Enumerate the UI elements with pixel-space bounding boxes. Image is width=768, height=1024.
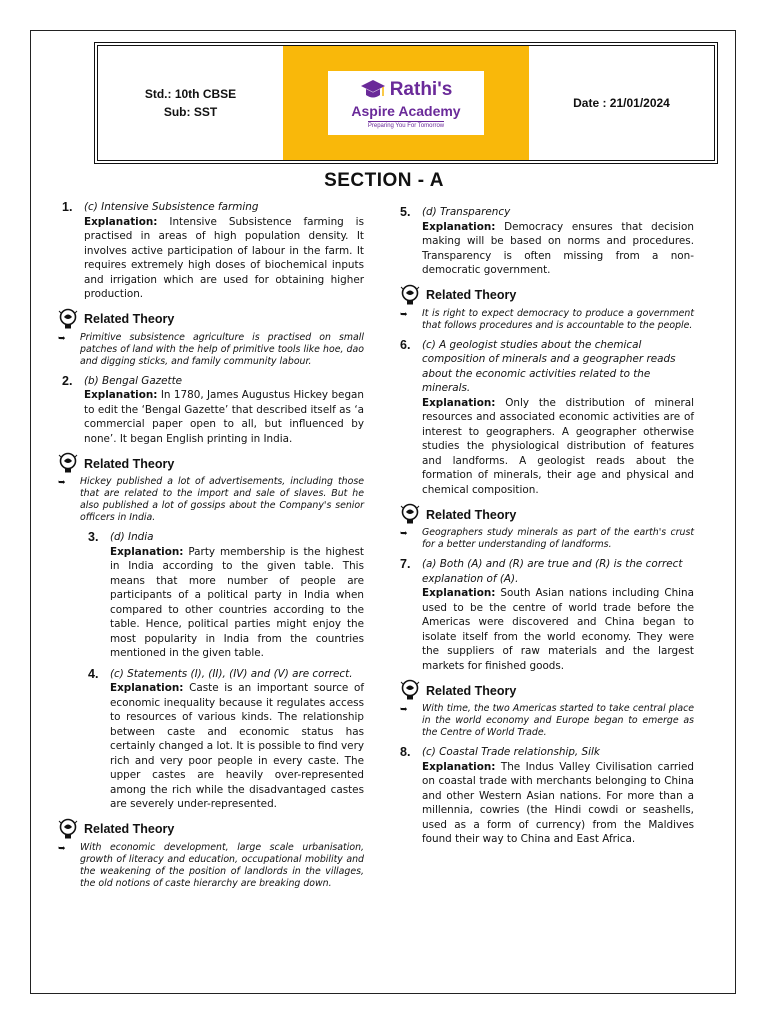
- answer-text: (d) Transparency: [422, 206, 511, 218]
- related-theory-7: [400, 679, 694, 739]
- related-theory-text: It is right to expect democracy to produce a government that follows procedures and is accountable to the people.: [422, 307, 694, 331]
- explanation-text: Party membership is the highest in India according to the given table. This means that more number of people are participants of a political party in India when compared to other countries according to the table. Hence, political parties might enjoy the most popularity in India from the countries mentioned in the given table.: [110, 545, 364, 659]
- related-theory-text: Primitive subsistence agriculture is practised on small patches of land with the help of primitive tools like hoe, dao and digging sticks, and family community labour.: [80, 331, 364, 367]
- related-theory-title: Related Theory: [426, 288, 517, 303]
- answer-text: (c) Coastal Trade relationship, Silk: [422, 746, 600, 758]
- question-number: 1.: [62, 200, 73, 214]
- explanation-label: Explanation:: [422, 396, 496, 409]
- question-2: [62, 374, 364, 447]
- question-number: 5.: [400, 205, 411, 219]
- question-3: [62, 530, 364, 661]
- answer-text: (c) Statements (I), (II), (IV) and (V) are correct.: [110, 667, 353, 680]
- explanation-label: Explanation:: [110, 545, 184, 558]
- arrow-bullet-icon: ➥: [400, 705, 408, 715]
- related-theory-5: [400, 284, 694, 332]
- explanation-label: Explanation:: [110, 682, 184, 694]
- question-number: 6.: [400, 337, 411, 352]
- related-theory-6: [400, 503, 694, 551]
- header-box: [94, 42, 718, 164]
- question-7: [400, 557, 694, 673]
- related-theory-title: Related Theory: [84, 312, 175, 327]
- arrow-bullet-icon: ➥: [58, 478, 66, 488]
- arrow-bullet-icon: ➥: [400, 529, 408, 539]
- logo-subtitle: Aspire Academy: [351, 103, 461, 119]
- header-date: Date : 21/01/2024: [573, 96, 670, 110]
- related-theory-title: Related Theory: [84, 822, 175, 837]
- question-6: [400, 338, 694, 498]
- explanation-text: In 1780, James Augustus Hickey began to edit the ‘Bengal Gazette’ that described itself as ‘a commercial paper open to all, but influenced by none’. It began English printing in India.: [84, 389, 364, 445]
- section-title: SECTION - A: [324, 170, 444, 191]
- arrow-bullet-icon: ➥: [400, 309, 408, 320]
- explanation-text: Caste is an important source of economic inequality because it regulates access to resources of various kinds. The relationship between caste and economic status has certainly changed a lot. It is possible to find very rich and very poor people in every caste. The upper castes are heavily over-represented among the rich while the disadvantaged castes are severely under-represented.: [110, 682, 364, 810]
- related-theory-text: Geographers study minerals as part of the earth's crust for a better understanding of landforms.: [422, 527, 694, 550]
- explanation-text: South Asian nations including China used to be the centre of world trade before the Americas were discovered and China began to isolate itself from the world economy. They were the suppliers of raw materials and the largest markets for finished goods.: [422, 587, 694, 672]
- standard-label: Std.: 10th CBSE: [144, 87, 237, 101]
- explanation-label: Explanation:: [422, 220, 496, 233]
- explanation-label: Explanation:: [84, 389, 158, 401]
- answer-text: (d) India: [110, 531, 154, 543]
- logo-tagline: Preparing You For Tomorrow: [367, 123, 445, 129]
- header-class-info: [98, 46, 283, 160]
- related-theory-text: With economic development, large scale urbanisation, growth of literacy and education, occupational mobility and the weakening of the position of landlords in the villages, the old notions of caste hierarchy are breaking down.: [80, 841, 364, 889]
- answer-text: (c) Intensive Subsistence farming: [84, 201, 259, 213]
- question-number: 3.: [88, 530, 99, 544]
- explanation-label: Explanation:: [84, 215, 158, 228]
- lightbulb-head-icon: [58, 452, 78, 476]
- subject-label: Sub: SST: [163, 105, 218, 119]
- graduation-cap-icon: [360, 77, 386, 103]
- lightbulb-head-icon: [58, 818, 78, 842]
- related-theory-text: With time, the two Americas started to take central place in the world economy and Europe began to emerge as the Centre of World Trade.: [422, 703, 694, 738]
- related-theory-1: [58, 308, 364, 368]
- lightbulb-head-icon: [400, 284, 420, 308]
- explanation-text: Democracy ensures that decision making will be based on norms and procedures. Transparency is often missing from a non-democratic government.: [422, 220, 694, 276]
- academy-logo: [328, 71, 484, 135]
- answer-text: (c) A geologist studies about the chemical composition of minerals and a geographer reads about the economic activities related to the minerals.: [422, 338, 676, 394]
- related-theory-2: [58, 452, 364, 524]
- lightbulb-head-icon: [58, 308, 78, 332]
- related-theory-text: Hickey published a lot of advertisements, including those that are related to the import and sale of slaves. But he also published a lot of gossips about the Company's senior officers in India.: [80, 476, 364, 523]
- question-8: [400, 745, 694, 847]
- explanation-text: Only the distribution of mineral resources and associated economic activities are of interest to geographers. A geographer otherwise studies the physiological distribution of features and landforms. A geologist reads about the formation of minerals, their age and physical and chemical composition.: [422, 396, 694, 496]
- answer-text: (a) Both (A) and (R) are true and (R) is the correct explanation of (A).: [422, 558, 683, 585]
- related-theory-4: [58, 818, 364, 890]
- question-4: [62, 667, 364, 812]
- arrow-bullet-icon: ➥: [58, 333, 66, 344]
- related-theory-title: Related Theory: [84, 456, 175, 471]
- arrow-bullet-icon: ➥: [58, 843, 66, 854]
- left-column: [58, 200, 364, 896]
- question-number: 8.: [400, 745, 411, 759]
- logo-banner: [283, 46, 529, 160]
- lightbulb-head-icon: [400, 679, 420, 703]
- question-number: 2.: [62, 373, 73, 388]
- explanation-text: Intensive Subsistence farming is practised in areas of high population density. It involves active participation of labour in the farm. It requires extremely high doses of biochemical inputs and irrigation which are used for obtaining higher production.: [84, 215, 364, 300]
- explanation-label: Explanation:: [422, 760, 496, 773]
- answer-text: (b) Bengal Gazette: [84, 374, 183, 387]
- right-column: [400, 205, 694, 853]
- related-theory-title: Related Theory: [426, 507, 517, 522]
- question-5: [400, 205, 694, 278]
- question-1: [62, 200, 364, 302]
- explanation-text: The Indus Valley Civilisation carried on coastal trade with merchants belonging to China and other Western Asian nations. For more than a millennia, cowries (the Hindi cowdi or seashells, used as a form of currency) from the Maldives found their way to China and East Africa.: [422, 760, 694, 845]
- related-theory-title: Related Theory: [426, 683, 517, 698]
- logo-title: Rathi's: [389, 79, 453, 100]
- lightbulb-head-icon: [400, 503, 420, 527]
- question-number: 4.: [88, 666, 99, 681]
- explanation-label: Explanation:: [422, 587, 496, 599]
- question-number: 7.: [400, 557, 411, 571]
